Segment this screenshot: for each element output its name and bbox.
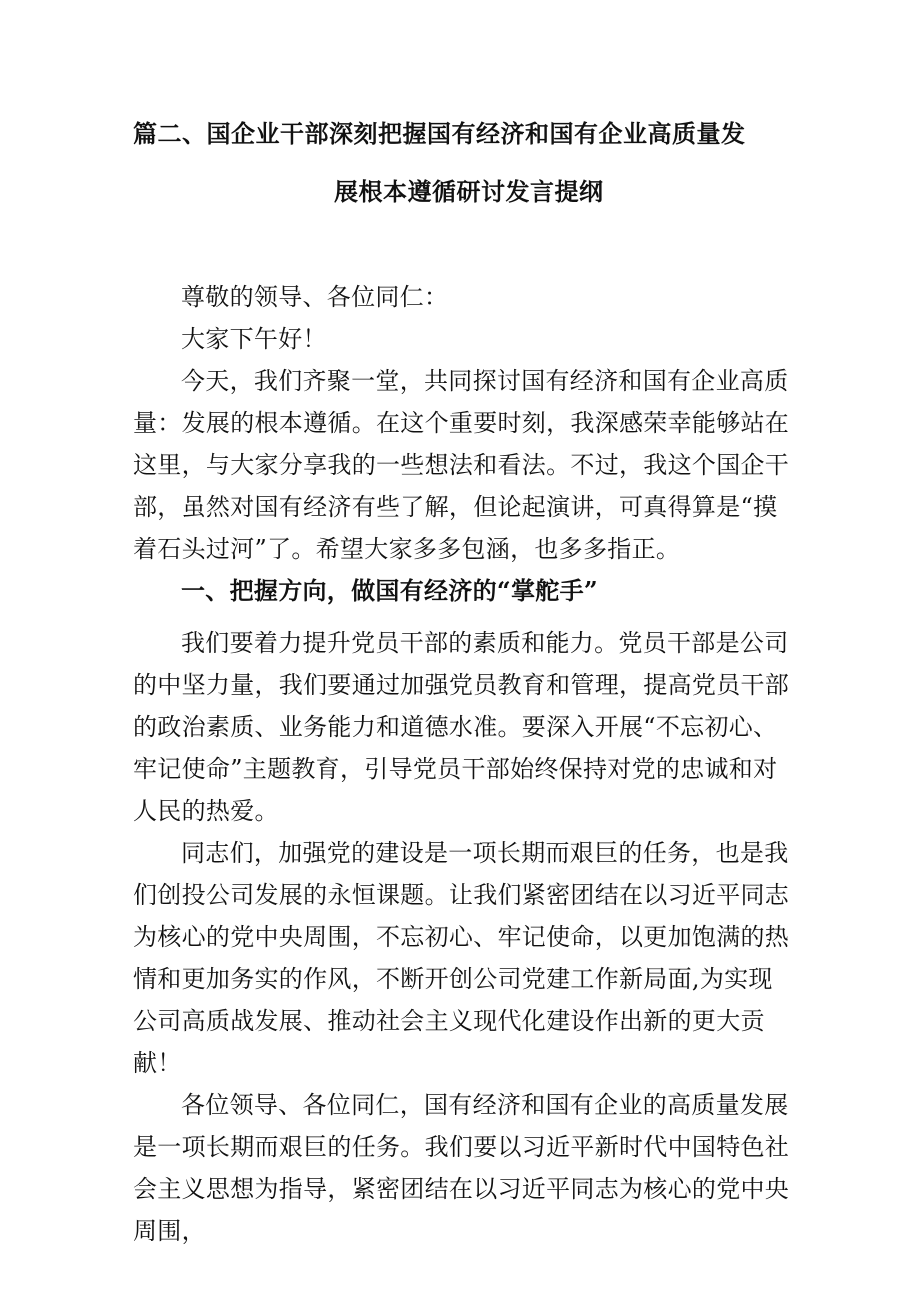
document-body-main xyxy=(133,622,793,1252)
document-title-line-1: 篇二、国企业干部深刻把握国有经济和国有企业高质量发 xyxy=(133,119,746,148)
closing-paragraph: 各位领导、各位同仁，国有经济和国有企业的高质量发展是一项长期而艰巨的任务。我们要以习近平新时代中国特色社会主义思想为指导，紧密团结在以习近平同志为核心的党中央周围， xyxy=(133,1091,790,1245)
comrades-paragraph: 同志们，加强党的建设是一项长期而艰巨的任务，也是我们创投公司发展的永恒课题。让我们紧密团结在以习近平同志为核心的党中央周围，不忘初心、牢记使命，以更加饱满的热情和更加务实的作风，不断开创公司党建工作新局面,为实现公司高质战发展、推动社会主义现代化建设作出新的更大贡献！ xyxy=(133,839,790,1077)
section-1-heading: 一、把握方向，做国有经济的“掌舵手” xyxy=(181,576,599,605)
document-body-intro xyxy=(133,276,793,612)
greeting: 尊敬的领导、各位同仁： xyxy=(181,283,449,311)
section-1-paragraph: 我们要着力提升党员干部的素质和能力。党员干部是公司的中坚力量，我们要通过加强党员教育和管理，提高党员干部的政治素质、业务能力和道德水准。要深入开展“不忘初心、牢记使命”主题教育，引导党员干部始终保持对党的忠诚和对人民的热爱。 xyxy=(133,629,790,825)
document-title-line-2: 展根本遵循研讨发言提纲 xyxy=(334,177,604,206)
salutation: 大家下午好！ xyxy=(181,325,327,353)
intro-paragraph: 今天，我们齐聚一堂，共同探讨国有经济和国有企业高质量：发展的根本遵循。在这个重要时刻，我深感荣幸能够站在这里，与大家分享我的一些想法和看法。不过，我这个国企干部，虽然对国有经济有些了解，但论起演讲，可真得算是“摸着石头过河”了。希望大家多多包涵，也多多指正。 xyxy=(133,367,790,563)
